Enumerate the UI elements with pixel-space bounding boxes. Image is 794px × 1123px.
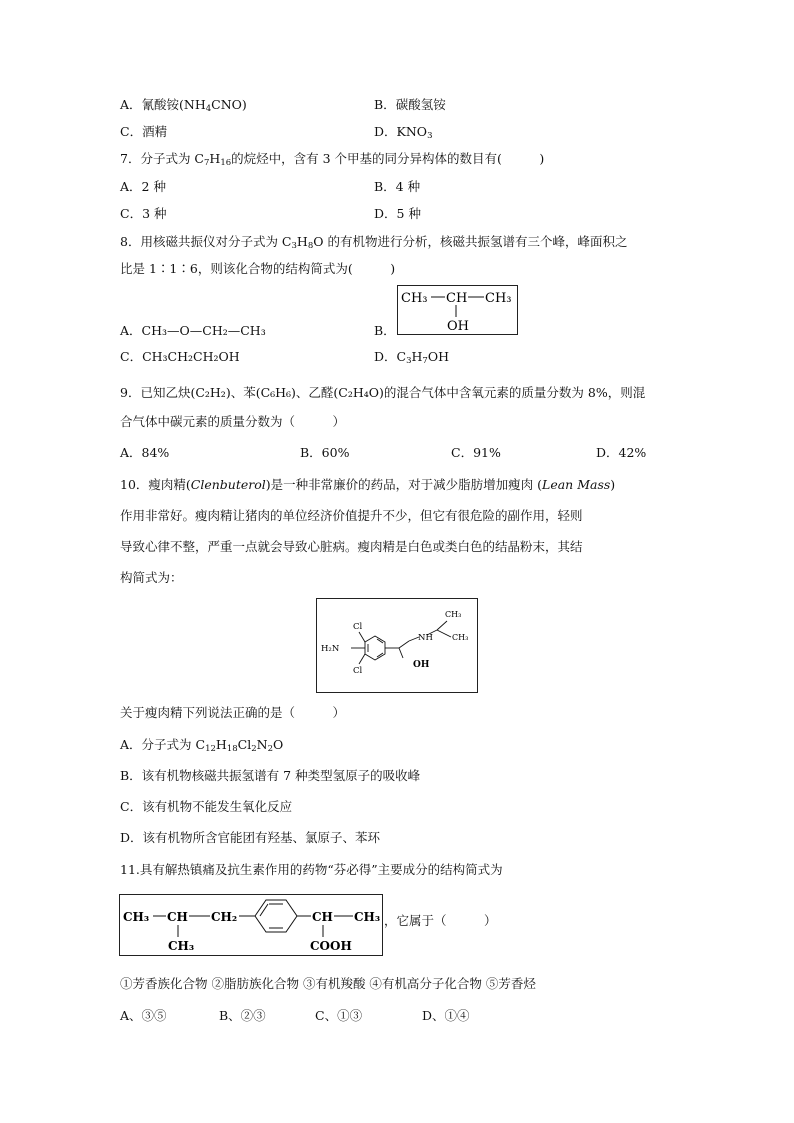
q10-cl-top: Cl xyxy=(353,622,363,632)
q11-ch2: CH₂ xyxy=(211,910,238,924)
q10-option-c[interactable]: C．该有机物不能发生氧化反应 xyxy=(120,799,293,814)
q9-stem-line2: 合气体中碳元素的质量分数为（ ） xyxy=(120,414,346,429)
q11-option-c[interactable]: C、①③ xyxy=(315,1008,363,1023)
q11-ibuprofen-structure-box xyxy=(119,894,383,956)
q11-benzene-ring xyxy=(255,900,297,932)
q8-ch3-left: CH₃ xyxy=(401,291,428,306)
q10-clenbuterol-structure xyxy=(317,599,477,692)
q8-option-a[interactable]: A．CH₃—O—CH₂—CH₃ xyxy=(120,323,266,338)
q11-ch-left: CH xyxy=(167,910,188,924)
q11-option-b[interactable]: B、②③ xyxy=(219,1008,266,1023)
q8-option-b-label[interactable]: B． xyxy=(374,323,396,338)
q11-ibuprofen-structure xyxy=(120,895,382,955)
q10-stem-line1: 10．瘦肉精(Clenbuterol)是一种非常廉价的药品，对于减少脂肪增加瘦肉 (Lean Mass) xyxy=(120,477,616,492)
q10-nh: NH xyxy=(418,633,433,643)
q8-ch3-right: CH₃ xyxy=(485,291,512,306)
q10-clenbuterol-structure-box xyxy=(316,598,478,693)
q10-stem-line3: 导致心律不整，严重一点就会导致心脏病。瘦肉精是白色或类白色的结晶粉末，其结 xyxy=(120,539,583,554)
q11-stem: 11.具有解热镇痛及抗生素作用的药物“芬必得”主要成分的结构简式为 xyxy=(120,862,503,877)
q8-isopropanol-structure xyxy=(398,286,517,334)
q10-bonds xyxy=(351,621,451,664)
q10-question: 关于瘦肉精下列说法正确的是（ ） xyxy=(120,705,346,720)
q8-oh: OH xyxy=(447,319,469,334)
q9-option-b[interactable]: B．60% xyxy=(300,445,350,460)
q9-option-d[interactable]: D．42% xyxy=(596,445,647,460)
q11-option-a[interactable]: A、③⑤ xyxy=(120,1008,167,1023)
q10-option-a[interactable]: A．分子式为 $C_{12}H_{18}Cl_2N_2O$ xyxy=(120,737,284,754)
q11-ch3-left: CH₃ xyxy=(123,910,150,924)
q10-oh: OH xyxy=(413,660,430,670)
q6-option-d[interactable]: D．$KNO_3$ xyxy=(374,124,433,141)
q8-option-c[interactable]: C．CH₃CH₂CH₂OH xyxy=(120,349,240,364)
q11-option-d[interactable]: D、①④ xyxy=(422,1008,470,1023)
q10-nh2: H₂N xyxy=(321,644,340,654)
q8-stem-line2: 比是 1∶1∶6，则该化合物的结构简式为( ) xyxy=(120,261,396,276)
q6-option-c[interactable]: C．酒精 xyxy=(120,124,168,139)
q11-items: ①芳香族化合物 ②脂肪族化合物 ③有机羧酸 ④有机高分子化合物 ⑤芳香烃 xyxy=(120,976,536,991)
q10-stem-line2: 作用非常好。瘦肉精让猪肉的单位经济价值提升不少，但它有很危险的副作用，轻则 xyxy=(120,508,583,523)
q10-benzene-ring xyxy=(365,636,385,660)
q9-option-a[interactable]: A．84% xyxy=(120,445,170,460)
q8-option-d[interactable]: D．$C_3H_7OH$ xyxy=(374,349,449,366)
q10-ch3-top: CH₃ xyxy=(445,610,462,619)
q11-ch3-bottom: CH₃ xyxy=(168,939,195,953)
q7-option-c[interactable]: C．3 种 xyxy=(120,206,167,221)
q11-belongs-to: ，它属于（ ） xyxy=(384,913,497,928)
q7-option-d[interactable]: D．5 种 xyxy=(374,206,421,221)
q7-option-a[interactable]: A．2 种 xyxy=(120,179,166,194)
q7-stem: 7．分子式为 $C_7H_{16}$的烷烃中，含有 3 个甲基的同分异构体的数目有( ) xyxy=(120,151,545,168)
q11-ch-right: CH xyxy=(312,910,333,924)
q9-option-c[interactable]: C．91% xyxy=(451,445,501,460)
q7-option-b[interactable]: B．4 种 xyxy=(374,179,421,194)
q11-cooh: COOH xyxy=(310,939,352,953)
q9-stem-line1: 9．已知乙炔(C₂H₂)、苯(C₆H₆)、乙醛(C₂H₄O)的混合气体中含氧元素的质量分数为 8%，则混 xyxy=(120,385,646,400)
q10-stem-line4: 构简式为： xyxy=(120,570,183,585)
q8-option-b-structure-box[interactable] xyxy=(397,285,518,335)
q10-option-d[interactable]: D．该有机物所含官能团有羟基、氯原子、苯环 xyxy=(120,830,381,845)
q10-ch3-right: CH₃ xyxy=(452,633,469,642)
q10-option-b[interactable]: B．该有机物核磁共振氢谱有 7 种类型氢原子的吸收峰 xyxy=(120,768,421,783)
q6-option-b[interactable]: B．碳酸氢铵 xyxy=(374,97,446,112)
q8-ch-center: CH xyxy=(446,291,468,306)
q10-cl-bottom: Cl xyxy=(353,666,363,676)
q8-stem-line1: 8．用核磁共振仪对分子式为 $C_3H_8O$ 的有机物进行分析，核磁共振氢谱有三个峰，峰面积之 xyxy=(120,234,628,251)
q11-ch3-right: CH₃ xyxy=(354,910,381,924)
q6-option-a[interactable]: A．氰酸铵$(NH_4CNO)$ xyxy=(120,97,247,114)
